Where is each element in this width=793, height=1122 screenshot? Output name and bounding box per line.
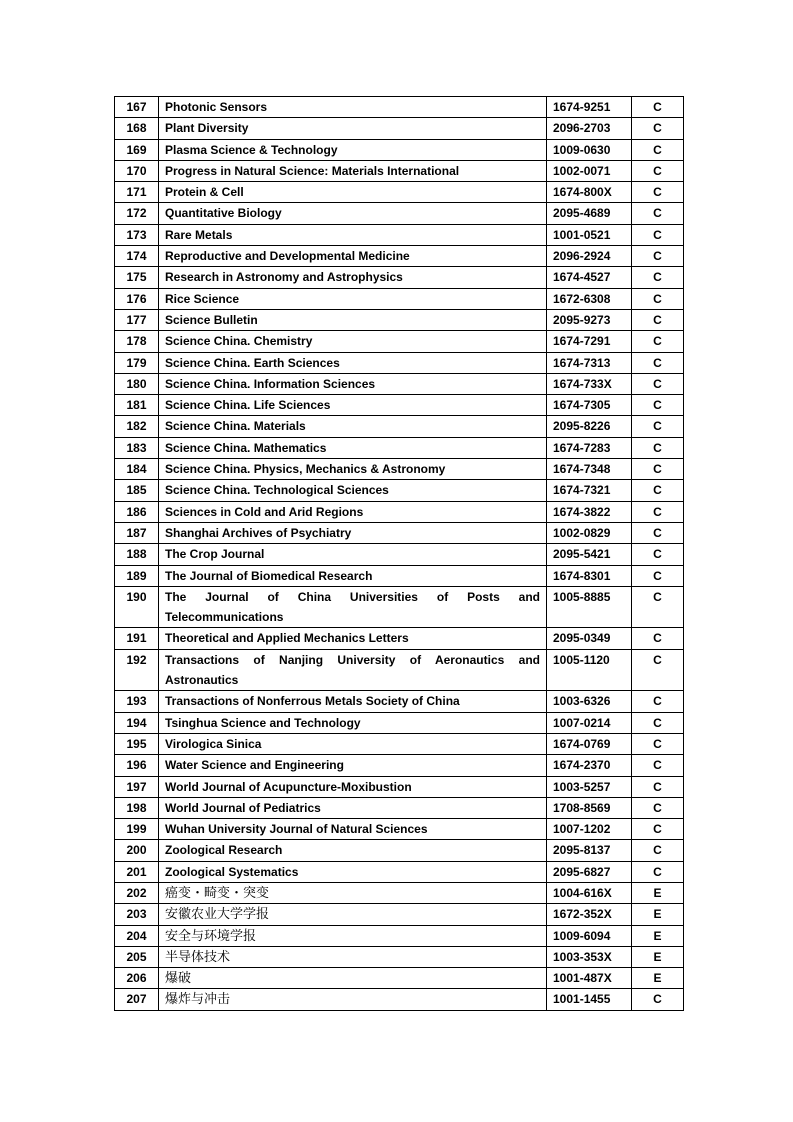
issn: 2095-8226 bbox=[547, 416, 632, 437]
row-number: 176 bbox=[115, 288, 159, 309]
table-row bbox=[115, 267, 684, 288]
table-row bbox=[115, 309, 684, 330]
journal-title: Science China. Materials bbox=[159, 416, 547, 437]
issn: 1009-6094 bbox=[547, 925, 632, 946]
issn: 2095-8137 bbox=[547, 840, 632, 861]
journal-title: The Journal of China Universities of Posts and Telecommunications bbox=[159, 586, 547, 628]
grade: C bbox=[632, 840, 684, 861]
row-number: 185 bbox=[115, 480, 159, 501]
table-row bbox=[115, 755, 684, 776]
journal-title: 安徽农业大学学报 bbox=[159, 904, 547, 925]
journal-title: 半导体技术 bbox=[159, 946, 547, 967]
table-row bbox=[115, 246, 684, 267]
row-number: 182 bbox=[115, 416, 159, 437]
grade: C bbox=[632, 565, 684, 586]
journal-title: Rare Metals bbox=[159, 224, 547, 245]
row-number: 180 bbox=[115, 373, 159, 394]
table-row bbox=[115, 733, 684, 754]
row-number: 203 bbox=[115, 904, 159, 925]
issn: 1003-5257 bbox=[547, 776, 632, 797]
issn: 2095-5421 bbox=[547, 544, 632, 565]
issn: 1674-0769 bbox=[547, 733, 632, 754]
grade: C bbox=[632, 776, 684, 797]
issn: 1672-352X bbox=[547, 904, 632, 925]
row-number: 192 bbox=[115, 649, 159, 691]
journal-title: Research in Astronomy and Astrophysics bbox=[159, 267, 547, 288]
grade: C bbox=[632, 139, 684, 160]
row-number: 206 bbox=[115, 968, 159, 989]
row-number: 186 bbox=[115, 501, 159, 522]
grade: C bbox=[632, 480, 684, 501]
journal-title: Quantitative Biology bbox=[159, 203, 547, 224]
row-number: 196 bbox=[115, 755, 159, 776]
table-row bbox=[115, 586, 684, 628]
issn: 1001-487X bbox=[547, 968, 632, 989]
row-number: 190 bbox=[115, 586, 159, 628]
table-row bbox=[115, 160, 684, 181]
row-number: 197 bbox=[115, 776, 159, 797]
issn: 1002-0829 bbox=[547, 522, 632, 543]
grade: C bbox=[632, 288, 684, 309]
grade: C bbox=[632, 691, 684, 712]
issn: 1674-800X bbox=[547, 182, 632, 203]
table-row bbox=[115, 989, 684, 1010]
row-number: 183 bbox=[115, 437, 159, 458]
issn: 2095-4689 bbox=[547, 203, 632, 224]
journal-title: 安全与环境学报 bbox=[159, 925, 547, 946]
journal-title: The Journal of Biomedical Research bbox=[159, 565, 547, 586]
journal-title: Science China. Life Sciences bbox=[159, 395, 547, 416]
journal-title: Science China. Technological Sciences bbox=[159, 480, 547, 501]
grade: C bbox=[632, 861, 684, 882]
issn: 1674-7348 bbox=[547, 459, 632, 480]
grade: C bbox=[632, 819, 684, 840]
grade: C bbox=[632, 501, 684, 522]
table-row bbox=[115, 565, 684, 586]
table-row bbox=[115, 861, 684, 882]
table-body bbox=[115, 97, 684, 1011]
issn: 1674-7305 bbox=[547, 395, 632, 416]
table-row bbox=[115, 203, 684, 224]
row-number: 207 bbox=[115, 989, 159, 1010]
journal-title: Photonic Sensors bbox=[159, 97, 547, 118]
journal-title: Science China. Mathematics bbox=[159, 437, 547, 458]
issn: 1002-0071 bbox=[547, 160, 632, 181]
row-number: 181 bbox=[115, 395, 159, 416]
table-row bbox=[115, 925, 684, 946]
table-row bbox=[115, 352, 684, 373]
issn: 1674-7321 bbox=[547, 480, 632, 501]
grade: C bbox=[632, 649, 684, 691]
issn: 1708-8569 bbox=[547, 797, 632, 818]
journal-title: Tsinghua Science and Technology bbox=[159, 712, 547, 733]
row-number: 177 bbox=[115, 309, 159, 330]
row-number: 169 bbox=[115, 139, 159, 160]
issn: 1004-616X bbox=[547, 882, 632, 903]
table-row bbox=[115, 819, 684, 840]
row-number: 193 bbox=[115, 691, 159, 712]
issn: 1674-733X bbox=[547, 373, 632, 394]
row-number: 189 bbox=[115, 565, 159, 586]
row-number: 200 bbox=[115, 840, 159, 861]
issn: 1674-2370 bbox=[547, 755, 632, 776]
journal-title: Science China. Earth Sciences bbox=[159, 352, 547, 373]
journal-title: Virologica Sinica bbox=[159, 733, 547, 754]
journal-title: Wuhan University Journal of Natural Sciences bbox=[159, 819, 547, 840]
table-row bbox=[115, 118, 684, 139]
issn: 1009-0630 bbox=[547, 139, 632, 160]
issn: 2095-6827 bbox=[547, 861, 632, 882]
issn: 2095-0349 bbox=[547, 628, 632, 649]
table-row bbox=[115, 97, 684, 118]
journal-title: The Crop Journal bbox=[159, 544, 547, 565]
journal-title: Reproductive and Developmental Medicine bbox=[159, 246, 547, 267]
grade: C bbox=[632, 989, 684, 1010]
journal-title: Science China. Information Sciences bbox=[159, 373, 547, 394]
grade: C bbox=[632, 416, 684, 437]
grade: C bbox=[632, 395, 684, 416]
issn: 1003-353X bbox=[547, 946, 632, 967]
row-number: 184 bbox=[115, 459, 159, 480]
grade: C bbox=[632, 755, 684, 776]
journal-title: Shanghai Archives of Psychiatry bbox=[159, 522, 547, 543]
grade: C bbox=[632, 522, 684, 543]
row-number: 195 bbox=[115, 733, 159, 754]
journal-title: Sciences in Cold and Arid Regions bbox=[159, 501, 547, 522]
journal-title: Theoretical and Applied Mechanics Letters bbox=[159, 628, 547, 649]
grade: C bbox=[632, 712, 684, 733]
row-number: 179 bbox=[115, 352, 159, 373]
grade: C bbox=[632, 352, 684, 373]
grade: E bbox=[632, 882, 684, 903]
table-row bbox=[115, 459, 684, 480]
journal-title: 爆破 bbox=[159, 968, 547, 989]
row-number: 205 bbox=[115, 946, 159, 967]
issn: 1007-1202 bbox=[547, 819, 632, 840]
journal-title: Transactions of Nanjing University of Aeronautics and Astronautics bbox=[159, 649, 547, 691]
row-number: 199 bbox=[115, 819, 159, 840]
row-number: 173 bbox=[115, 224, 159, 245]
grade: C bbox=[632, 203, 684, 224]
grade: E bbox=[632, 925, 684, 946]
grade: E bbox=[632, 946, 684, 967]
journal-title: World Journal of Pediatrics bbox=[159, 797, 547, 818]
grade: C bbox=[632, 97, 684, 118]
issn: 1674-7283 bbox=[547, 437, 632, 458]
table-row bbox=[115, 395, 684, 416]
grade: C bbox=[632, 160, 684, 181]
journal-title: Plasma Science & Technology bbox=[159, 139, 547, 160]
grade: C bbox=[632, 267, 684, 288]
issn: 2096-2703 bbox=[547, 118, 632, 139]
table-row bbox=[115, 437, 684, 458]
grade: C bbox=[632, 544, 684, 565]
table-row bbox=[115, 946, 684, 967]
journal-title: Science China. Chemistry bbox=[159, 331, 547, 352]
table-row bbox=[115, 182, 684, 203]
table-row bbox=[115, 480, 684, 501]
journal-title: Science Bulletin bbox=[159, 309, 547, 330]
table-row bbox=[115, 501, 684, 522]
table-row bbox=[115, 797, 684, 818]
grade: C bbox=[632, 628, 684, 649]
row-number: 168 bbox=[115, 118, 159, 139]
table-row bbox=[115, 288, 684, 309]
grade: C bbox=[632, 797, 684, 818]
issn: 1005-1120 bbox=[547, 649, 632, 691]
table-row bbox=[115, 712, 684, 733]
row-number: 202 bbox=[115, 882, 159, 903]
row-number: 191 bbox=[115, 628, 159, 649]
issn: 1674-4527 bbox=[547, 267, 632, 288]
grade: C bbox=[632, 182, 684, 203]
grade: E bbox=[632, 904, 684, 925]
journal-title: Transactions of Nonferrous Metals Society of China bbox=[159, 691, 547, 712]
issn: 1007-0214 bbox=[547, 712, 632, 733]
grade: C bbox=[632, 459, 684, 480]
table-row bbox=[115, 416, 684, 437]
issn: 1001-1455 bbox=[547, 989, 632, 1010]
journal-title: World Journal of Acupuncture-Moxibustion bbox=[159, 776, 547, 797]
issn: 2096-2924 bbox=[547, 246, 632, 267]
issn: 1674-8301 bbox=[547, 565, 632, 586]
journal-title: Water Science and Engineering bbox=[159, 755, 547, 776]
table-row bbox=[115, 882, 684, 903]
table-row bbox=[115, 628, 684, 649]
grade: C bbox=[632, 586, 684, 628]
table-row bbox=[115, 904, 684, 925]
table-row bbox=[115, 691, 684, 712]
row-number: 194 bbox=[115, 712, 159, 733]
table-row bbox=[115, 544, 684, 565]
table-row bbox=[115, 968, 684, 989]
issn: 1005-8885 bbox=[547, 586, 632, 628]
journal-title: Protein & Cell bbox=[159, 182, 547, 203]
grade: C bbox=[632, 309, 684, 330]
journal-title: Zoological Research bbox=[159, 840, 547, 861]
grade: C bbox=[632, 437, 684, 458]
issn: 1001-0521 bbox=[547, 224, 632, 245]
grade: C bbox=[632, 733, 684, 754]
table-row bbox=[115, 139, 684, 160]
table-row bbox=[115, 840, 684, 861]
issn: 1674-7313 bbox=[547, 352, 632, 373]
issn: 1672-6308 bbox=[547, 288, 632, 309]
grade: C bbox=[632, 118, 684, 139]
journal-title: Zoological Systematics bbox=[159, 861, 547, 882]
row-number: 174 bbox=[115, 246, 159, 267]
table-row bbox=[115, 331, 684, 352]
grade: C bbox=[632, 373, 684, 394]
table-row bbox=[115, 373, 684, 394]
journal-title: 癌变・畸变・突变 bbox=[159, 882, 547, 903]
issn: 2095-9273 bbox=[547, 309, 632, 330]
table-row bbox=[115, 649, 684, 691]
row-number: 178 bbox=[115, 331, 159, 352]
row-number: 188 bbox=[115, 544, 159, 565]
row-number: 198 bbox=[115, 797, 159, 818]
journal-title: Plant Diversity bbox=[159, 118, 547, 139]
row-number: 171 bbox=[115, 182, 159, 203]
table-row bbox=[115, 224, 684, 245]
grade: C bbox=[632, 331, 684, 352]
journal-title: Progress in Natural Science: Materials International bbox=[159, 160, 547, 181]
issn: 1674-3822 bbox=[547, 501, 632, 522]
issn: 1674-9251 bbox=[547, 97, 632, 118]
issn: 1674-7291 bbox=[547, 331, 632, 352]
table-row bbox=[115, 776, 684, 797]
grade: E bbox=[632, 968, 684, 989]
journal-table bbox=[114, 96, 684, 1011]
journal-title: Rice Science bbox=[159, 288, 547, 309]
row-number: 172 bbox=[115, 203, 159, 224]
issn: 1003-6326 bbox=[547, 691, 632, 712]
grade: C bbox=[632, 246, 684, 267]
row-number: 201 bbox=[115, 861, 159, 882]
journal-title: 爆炸与冲击 bbox=[159, 989, 547, 1010]
table-row bbox=[115, 522, 684, 543]
grade: C bbox=[632, 224, 684, 245]
row-number: 170 bbox=[115, 160, 159, 181]
row-number: 204 bbox=[115, 925, 159, 946]
row-number: 187 bbox=[115, 522, 159, 543]
row-number: 175 bbox=[115, 267, 159, 288]
journal-title: Science China. Physics, Mechanics & Astronomy bbox=[159, 459, 547, 480]
row-number: 167 bbox=[115, 97, 159, 118]
